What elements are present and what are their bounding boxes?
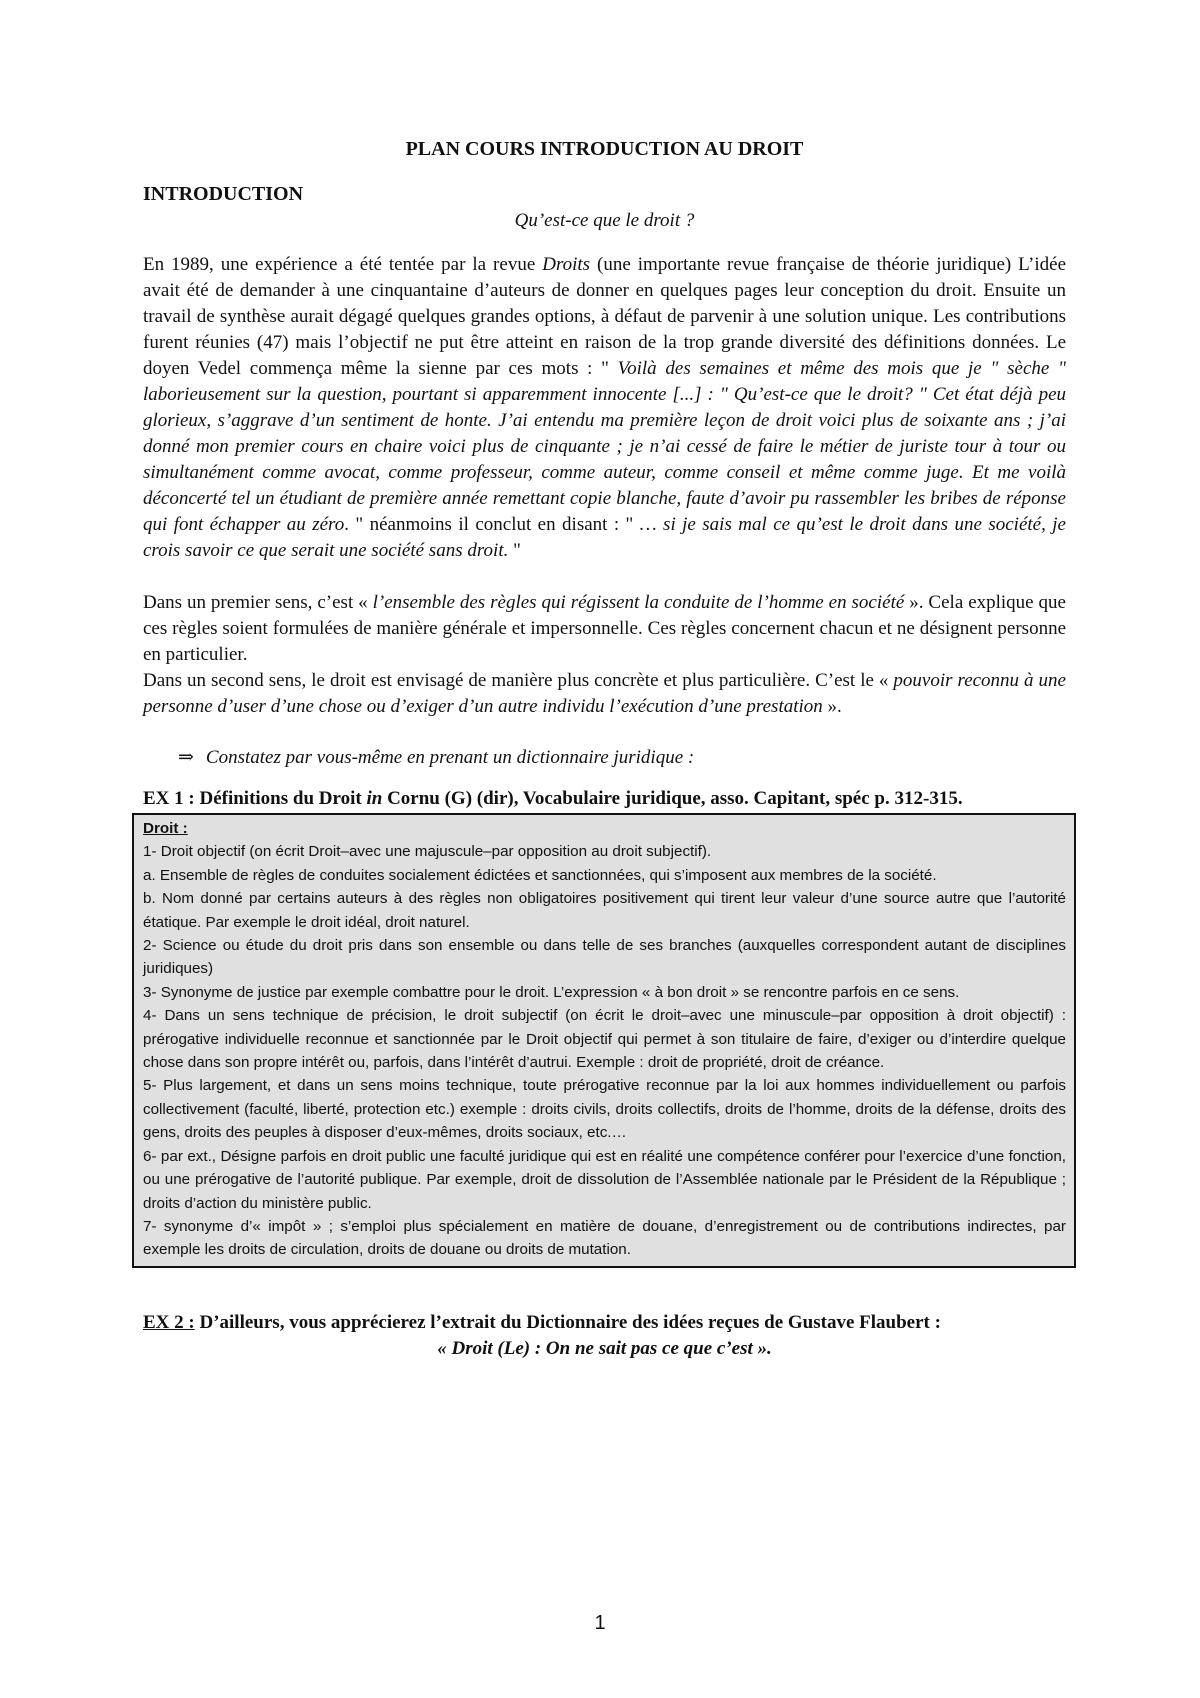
definition-item: 4- Dans un sens technique de précision, le droit subjectif (on écrit le droit–avec une minuscule–par opposition à droit objectif) : prérogative individuelle reconnue et sanctionnée par le Droit objectif qui permet à son titulaire de faire, d’exiger ou d’interdire quelque chose dans son propre intérêt ou, parfois, dans l’intérêt d’autrui. Exemple : droit de propriété, droit de créance. xyxy=(143,1007,1066,1072)
example-2-heading: EX 2 : D’ailleurs, vous apprécierez l’extrait du Dictionnaire des idées reçues de Gustave Flaubert : xyxy=(143,1311,941,1333)
page-number: 1 xyxy=(594,1612,606,1634)
instruction-text: Constatez par vous-même en prenant un dictionnaire juridique : xyxy=(205,747,695,768)
paragraph-first-sense: Dans un premier sens, c’est « l’ensemble des règles qui régissent la conduite de l’homme en société ». Cela explique que ces règles soient formulées de manière générale et impersonnelle. Ces règles concernent chacun et ne désignent personne en particulier. xyxy=(143,592,1066,665)
document-content xyxy=(143,138,1066,1360)
definition-item: 6- par ext., Désigne parfois en droit public une faculté juridique qui est en réalité une compétence conférer pour l’exercice d’une fonction, ou une prérogative de l’autorité publique. Par exemple, droit de dissolution de l’Assemblée nationale par le Président de la République ; droits d’action du ministère public. xyxy=(143,1147,1066,1212)
paragraph-history: En 1989, une expérience a été tentée par la revue Droits (une importante revue française de théorie juridique) L’idée avait été de demander à une cinquantaine d’auteurs de donner en quelques pages leur conception du droit. Ensuite un travail de synthèse aurait dégagé quelques grandes options, à défaut de parvenir à une solution unique. Les contributions furent réunies (47) mais l’objectif ne put être atteint en raison de la trop grande diversité des définitions données. Le doyen Vedel commença même la sienne par ces mots : " Voilà des semaines et même des mois que je " sèche " laborieusement sur la question, pourtant si apparemment innocente [...] : " Qu’est-ce que le droit? " Cet état déjà peu glorieux, s’aggrave d’un sentiment de honte. J’ai entendu ma première leçon de droit voici plus de soixante ans ; j’ai donné mon premier cours en chaire voici plus de cinquante ; je n’ai cessé de faire le métier de juriste tour à tour ou simultanément comme avocat, comme professeur, comme auteur, comme conseil et même comme juge. Et me voilà déconcerté tel un étudiant de première année remettant copie blanche, faute d’avoir pu rassembler les bribes de réponse qui font échapper au zéro. " néanmoins il conclut en disant : " … si je sais mal ce qu’est le droit dans une société, je crois savoir ce que serait une société sans droit. " xyxy=(143,254,1066,561)
definition-item: a. Ensemble de règles de conduites socialement édictées et sanctionnées, qui s’imposent aux membres de la société. xyxy=(143,866,937,884)
example-1-heading: EX 1 : Définitions du Droit in Cornu (G) (dir), Vocabulaire juridique, asso. Capitant, spéc p. 312-315. xyxy=(143,788,963,809)
definition-box-title: Droit : xyxy=(143,820,188,837)
section-heading: INTRODUCTION xyxy=(143,183,304,205)
flaubert-quote: « Droit (Le) : On ne sait pas ce que c’est ». xyxy=(437,1337,772,1359)
instruction-line xyxy=(178,746,1066,769)
definition-box xyxy=(132,813,1076,1268)
paragraph-second-sense: Dans un second sens, le droit est envisagé de manière plus concrète et plus particulière. C’est le « pouvoir reconnu à une personne d’user d’une chose ou d’exiger d’un autre individu l’exécution d’une prestation ». xyxy=(143,670,1066,717)
document-title: PLAN COURS INTRODUCTION AU DROIT xyxy=(405,138,804,160)
definition-item: b. Nom donné par certains auteurs à des règles non obligatoires positivement qui tirent leur valeur d’une source autre que l’autorité étatique. Par exemple le droit idéal, droit naturel. xyxy=(143,890,1066,931)
section-subtitle: Qu’est-ce que le droit ? xyxy=(514,210,695,231)
arrow-right-icon: ⇒ xyxy=(178,747,194,768)
definition-item: 3- Synonyme de justice par exemple combattre pour le droit. L’expression « à bon droit » se rencontre parfois en ce sens. xyxy=(143,983,960,1001)
definition-item: 2- Science ou étude du droit pris dans son ensemble ou dans telle de ses branches (auxquelles correspondent autant de disciplines juridiques) xyxy=(143,937,1066,978)
definition-item: 7- synonyme d’« impôt » ; s’emploi plus spécialement en matière de douane, d’enregistrement ou de contributions indirectes, par exemple les droits de circulation, droits de douane ou droits de mutation. xyxy=(143,1217,1066,1259)
definition-item: 5- Plus largement, et dans un sens moins technique, toute prérogative reconnue par la loi aux hommes individuellement ou parfois collectivement (faculté, liberté, protection etc.) exemple : droits civils, droits collectifs, droits de l’homme, droits de la défense, droits des gens, droits des peuples à disposer d’eux-mêmes, droits sociaux, etc.… xyxy=(143,1077,1066,1142)
definition-item: 1- Droit objectif (on écrit Droit–avec une majuscule–par opposition au droit subjectif). xyxy=(143,843,712,861)
